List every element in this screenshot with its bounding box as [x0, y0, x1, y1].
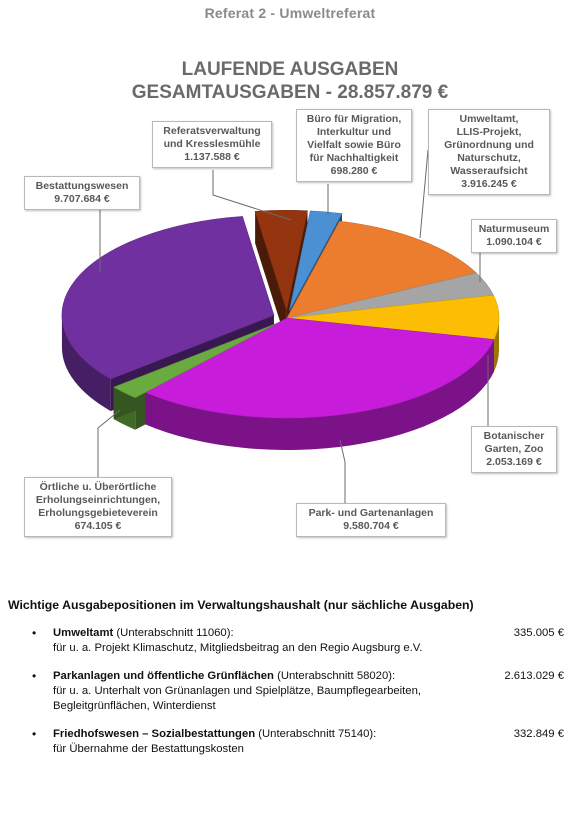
- callout-label-line: Grünordnung und: [444, 139, 534, 151]
- callout-label-line: Erholungseinrichtungen,: [35, 494, 161, 506]
- callout-label-line: Naturschutz,: [457, 152, 521, 164]
- callout-label-line: LLIS-Projekt,: [456, 126, 522, 138]
- callout-label-line: Büro für Migration,: [306, 113, 402, 125]
- callout-value: 674.105 €: [74, 520, 122, 532]
- expense-item-description: für u. a. Projekt Klimaschutz, Mitgliedsbeitrag an den Regio Augsburg e.V.: [53, 642, 423, 654]
- callout-value: 698.280 €: [330, 165, 378, 177]
- expense-item-ref: (Unterabschnitt 75140):: [255, 728, 377, 740]
- slice-callout-1: [296, 109, 412, 182]
- leader-line-5: [340, 440, 345, 503]
- callout-label-line: Park- und Gartenanlagen: [308, 507, 434, 519]
- callout-label-line: Erholungsgebieteverein: [38, 507, 158, 519]
- callout-label-line: Umweltamt,: [459, 113, 519, 125]
- expense-item: [8, 727, 572, 757]
- callout-value: 3.916.245 €: [461, 178, 517, 190]
- expense-item-ref: (Unterabschnitt 11060):: [113, 627, 234, 639]
- section-heading: Wichtige Ausgabepositionen im Verwaltungshaushalt (nur sächliche Ausgaben): [8, 598, 474, 612]
- callout-value: 1.090.104 €: [486, 236, 542, 248]
- callout-value: 2.053.169 €: [486, 456, 542, 468]
- callout-label-line: Naturmuseum: [478, 223, 550, 235]
- callout-label-line: Wasseraufsicht: [450, 165, 528, 177]
- chart-title-line1: LAUFENDE AUSGABEN: [181, 59, 399, 80]
- expense-item-description: für Übernahme der Bestattungskosten: [53, 743, 244, 755]
- expense-item-name: Umweltamt: [53, 627, 114, 639]
- callout-value: 9.580.704 €: [343, 520, 399, 532]
- callout-label-line: für Nachhaltigkeit: [309, 152, 399, 164]
- callout-label-line: Botanischer: [483, 430, 545, 442]
- page-header: Referat 2 - Umweltreferat: [204, 5, 376, 21]
- callout-label-line: und Kresslesmühle: [163, 138, 261, 150]
- expense-item: [8, 626, 572, 656]
- slice-callout-7: [24, 176, 140, 210]
- expense-item-description: für u. a. Unterhalt von Grünanlagen und Spielplätze, Baumpflegearbeiten,: [53, 685, 422, 697]
- bullet-icon: •: [32, 669, 37, 683]
- callout-label-line: Örtliche u. Überörtliche: [39, 481, 157, 493]
- bullet-icon: •: [32, 727, 37, 741]
- expense-item-name: Friedhofswesen – Sozialbestattungen: [53, 728, 256, 740]
- expense-item-amount: 2.613.029 €: [504, 670, 564, 682]
- slice-callout-5: [296, 503, 446, 537]
- expense-item-title: [53, 669, 572, 684]
- callout-label-line: Vielfalt sowie Büro: [307, 139, 401, 151]
- expense-list: [8, 626, 572, 757]
- slice-callout-3: [471, 219, 557, 253]
- callout-value: 9.707.684 €: [54, 193, 110, 205]
- bullet-icon: •: [32, 626, 37, 640]
- callout-label-line: Referatsverwaltung: [163, 125, 261, 137]
- expense-positions-section: [8, 598, 572, 770]
- expense-item-amount: 332.849 €: [513, 728, 564, 740]
- expense-item-title: [53, 727, 572, 742]
- expense-item-amount: 335.005 €: [513, 627, 564, 639]
- slice-callout-0: [152, 121, 272, 168]
- callout-label-line: Interkultur und: [316, 126, 392, 138]
- slice-callout-2: [428, 109, 550, 195]
- expense-item: [8, 669, 572, 714]
- callout-label-line: Garten, Zoo: [484, 443, 544, 455]
- expense-item-name: Parkanlagen und öffentliche Grünflächen: [53, 670, 274, 682]
- expense-item-title: [53, 626, 572, 641]
- leader-line-2: [420, 150, 428, 238]
- chart-title-line2: GESAMTAUSGABEN - 28.857.879 €: [131, 82, 449, 103]
- expense-item-ref: (Unterabschnitt 58020):: [273, 670, 396, 682]
- expense-item-description: Begleitgrünflächen, Winterdienst: [53, 700, 216, 712]
- callout-label-line: Bestattungswesen: [35, 180, 129, 192]
- callout-value: 1.137.588 €: [184, 151, 240, 163]
- slice-callout-4: [471, 426, 557, 473]
- slice-callout-6: [24, 477, 172, 537]
